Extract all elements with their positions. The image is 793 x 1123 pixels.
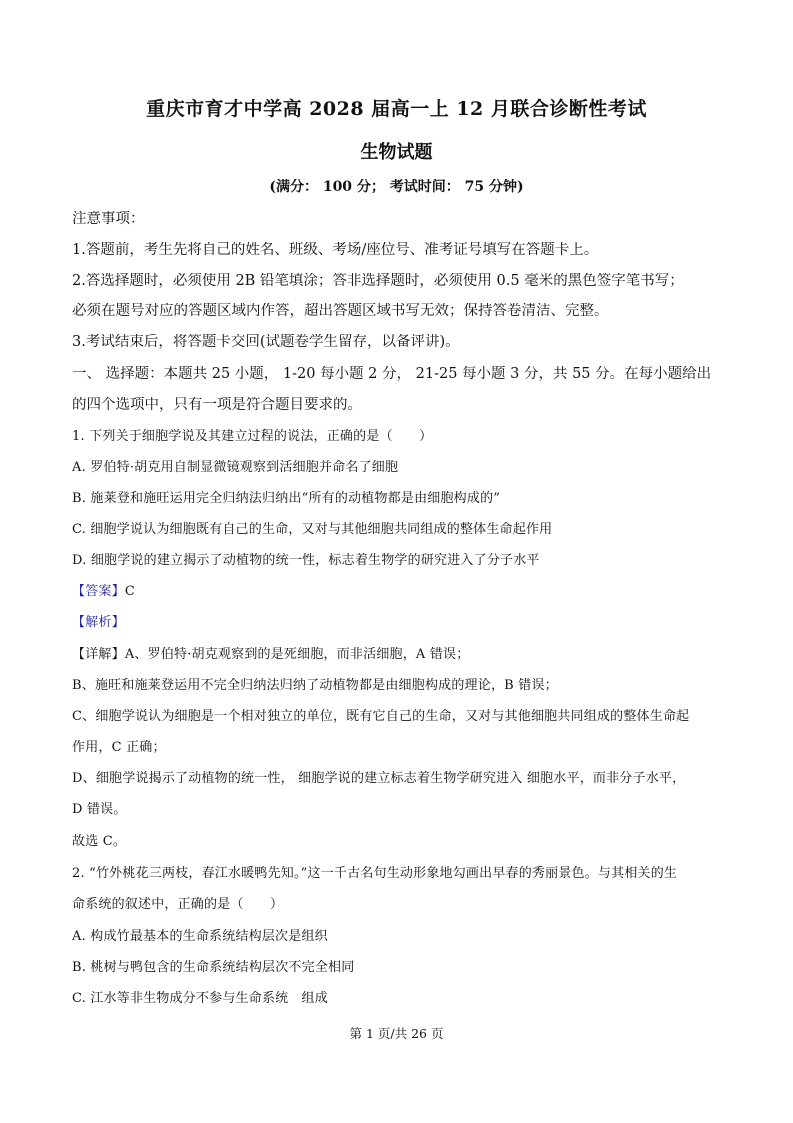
page-footer: 第 1 页/共 26 页 <box>349 1026 444 1041</box>
question1-detail-d-cont: D 错误。 <box>72 802 127 817</box>
question1-option-c: C. 细胞学说认为细胞既有自己的生命，又对与其他细胞共同组成的整体生命起作用 <box>72 522 553 537</box>
exam-meta: (满分： 100 分； 考试时间： 75 分钟) <box>269 179 524 195</box>
question1-stem: 1. 下列关于细胞学说及其建立过程的说法，正确的是（ ） <box>72 429 433 444</box>
question1-detail-b: B、施旺和施莱登运用不完全归纳法归纳了动植物都是由细胞构成的理论，B 错误； <box>72 678 558 693</box>
notice-heading: 注意事项： <box>72 211 145 227</box>
notice-item-1: 1.答题前，考生先将自己的姓名、班级、考场/座位号、准考证号填写在答题卡上。 <box>72 242 599 258</box>
detail-line-a: A、罗伯特·胡克观察到的是死细胞，而非活细胞，A 错误； <box>124 647 470 662</box>
section-instruction-line1: 一、 选择题：本题共 25 小题， 1-20 每小题 2 分， 21-25 每小题 3 分，共 55 分。在每小题给出 <box>72 366 712 382</box>
question2-stem-line1: 2. “竹外桃花三两枝，春江水暖鸭先知。”这一千古名句生动形象地勾画出早春的秀丽景色。与其相关的生 <box>72 866 678 881</box>
notice-item-3: 3.考试结束后，将答题卡交回(试题卷学生留存，以备评讲)。 <box>72 334 460 350</box>
question2-stem-line2: 命系统的叙述中，正确的是（ ） <box>72 897 284 912</box>
exam-subtitle: 生物试题 <box>360 142 433 163</box>
question1-detail-a <box>72 647 732 663</box>
question2-option-b: B. 桃树与鸭包含的生命系统结构层次不完全相同 <box>72 960 355 975</box>
question1-detail-c-cont: 作用，C 正确； <box>72 740 166 755</box>
question1-answer <box>72 584 732 600</box>
question1-option-d: D. 细胞学说的建立揭示了动植物的统一性，标志着生物学的研究进入了分子水平 <box>72 553 540 568</box>
question1-conclusion: 故选 C。 <box>72 834 127 849</box>
exam-title: 重庆市育才中学高 2028 届高一上 12 月联合诊断性考试 <box>146 98 647 120</box>
question1-detail-d: D、细胞学说揭示了动植物的统一性， 细胞学说的建立标志着生物学研究进入 细胞水平，而非分子水平， <box>72 771 686 786</box>
question1-detail-c: C、细胞学说认为细胞是一个相对独立的单位，既有它自己的生命，又对与其他细胞共同组成的整体生命起 <box>72 709 690 724</box>
answer-value: C <box>124 584 135 599</box>
question1-analysis <box>72 615 732 631</box>
section-instruction-line2: 的四个选项中，只有一项是符合题目要求的。 <box>72 397 362 413</box>
notice-item-2-cont: 必须在题号对应的答题区域内作答，超出答题区域书写无效；保持答卷清洁、完整。 <box>72 303 609 319</box>
question1-option-b: B. 施莱登和施旺运用完全归纳法归纳出“所有的动植物都是由细胞构成的” <box>72 491 501 506</box>
analysis-tag: 【解析】 <box>72 615 125 630</box>
answer-tag: 【答案】 <box>72 584 125 599</box>
notice-item-2: 2.答选择题时，必须使用 2B 铅笔填涂；答非选择题时，必须使用 0.5 毫米的黑色签字笔书写； <box>72 273 684 289</box>
detail-tag: 【详解】 <box>72 647 125 662</box>
question2-option-a: A. 构成竹最基本的生命系统结构层次是组织 <box>72 929 328 944</box>
question2-option-c: C. 江水等非生物成分不参与生命系统 组成 <box>72 991 328 1006</box>
question1-option-a: A. 罗伯特·胡克用自制显微镜观察到活细胞并命名了细胞 <box>72 460 399 475</box>
